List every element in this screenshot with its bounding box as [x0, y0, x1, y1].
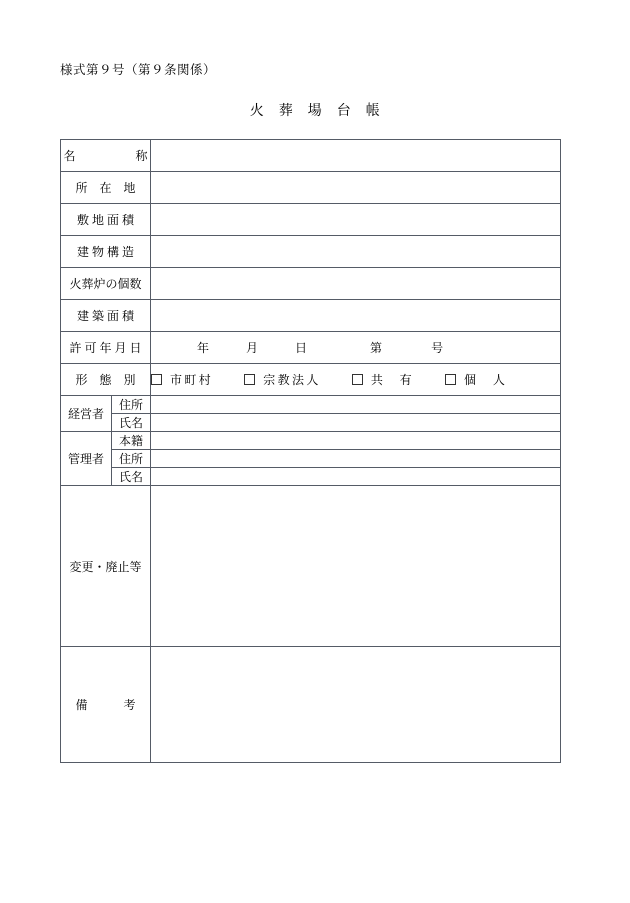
- form-type-label-individual: 個 人: [464, 373, 508, 387]
- permit-number-suffix: 号: [431, 341, 444, 355]
- row-label-form-type: 形 態 別: [61, 364, 151, 396]
- row-value-manager-address[interactable]: [151, 450, 561, 468]
- row-sublabel-manager-address: 住所: [112, 450, 151, 468]
- table-row-operator-address: [61, 396, 561, 414]
- checkbox-unchecked-icon[interactable]: [244, 374, 255, 385]
- row-label-permit-date: 許 可 年 月 日: [61, 332, 151, 364]
- form-type-label-municipal: 市町村: [170, 373, 214, 387]
- row-value-manager-registry[interactable]: [151, 432, 561, 450]
- row-value-built-area[interactable]: [151, 300, 561, 332]
- form-type-option-municipal[interactable]: [151, 371, 213, 388]
- row-sublabel-operator-name: 氏名: [112, 414, 151, 432]
- form-type-option-individual[interactable]: [445, 371, 507, 388]
- row-value-permit-date[interactable]: [151, 332, 561, 364]
- form-type-option-joint[interactable]: [352, 371, 414, 388]
- row-sublabel-manager-name: 氏名: [112, 468, 151, 486]
- table-row-manager-address: [61, 450, 561, 468]
- row-label-operator: 経営者: [61, 396, 112, 432]
- row-label-manager: 管理者: [61, 432, 112, 486]
- permit-number-prefix: 第: [370, 341, 383, 355]
- table-row-manager-name: [61, 468, 561, 486]
- row-value-operator-name[interactable]: [151, 414, 561, 432]
- page-title: 火 葬 場 台 帳: [249, 104, 381, 119]
- row-value-furnace-count[interactable]: [151, 268, 561, 300]
- table-row-remarks: [61, 647, 561, 763]
- table-row: [61, 172, 561, 204]
- row-value-operator-address[interactable]: [151, 396, 561, 414]
- table-row-changes: [61, 486, 561, 647]
- table-row-manager-registry: [61, 432, 561, 450]
- row-value-manager-name[interactable]: [151, 468, 561, 486]
- form-type-label-religious: 宗教法人: [263, 373, 321, 387]
- row-label-remarks: 備 考: [61, 647, 151, 763]
- row-value-changes[interactable]: [151, 486, 561, 647]
- table-row: [61, 204, 561, 236]
- row-value-building-structure[interactable]: [151, 236, 561, 268]
- row-label-building-structure: 建 物 構 造: [61, 236, 151, 268]
- table-row: [61, 268, 561, 300]
- row-value-site-area[interactable]: [151, 204, 561, 236]
- row-label-name: 名 称: [61, 140, 151, 172]
- row-value-remarks[interactable]: [151, 647, 561, 763]
- table-row-form-type: [61, 364, 561, 396]
- table-row: [61, 140, 561, 172]
- row-label-built-area: 建 築 面 積: [61, 300, 151, 332]
- row-value-location[interactable]: [151, 172, 561, 204]
- row-label-changes: 変更・廃止等: [61, 486, 151, 647]
- form-type-label-joint: 共 有: [370, 373, 415, 387]
- checkbox-unchecked-icon[interactable]: [352, 374, 363, 385]
- table-row: [61, 300, 561, 332]
- table-row-operator-name: [61, 414, 561, 432]
- row-value-form-type: [151, 364, 561, 396]
- crematorium-ledger-table: [60, 139, 561, 763]
- table-row-permit-date: [61, 332, 561, 364]
- table-row: [61, 236, 561, 268]
- row-sublabel-operator-address: 住所: [112, 396, 151, 414]
- permit-year: 年: [197, 341, 210, 355]
- row-label-site-area: 敷 地 面 積: [61, 204, 151, 236]
- permit-day: 日: [295, 341, 308, 355]
- row-label-location: 所 在 地: [61, 172, 151, 204]
- row-label-furnace-count: 火葬炉の個数: [61, 268, 151, 300]
- form-type-option-religious[interactable]: [244, 371, 321, 388]
- form-number: 様式第９号（第９条関係）: [60, 63, 217, 77]
- row-value-name[interactable]: [151, 140, 561, 172]
- checkbox-unchecked-icon[interactable]: [151, 374, 162, 385]
- checkbox-unchecked-icon[interactable]: [445, 374, 456, 385]
- permit-month: 月: [246, 341, 259, 355]
- row-sublabel-manager-registry: 本籍: [112, 432, 151, 450]
